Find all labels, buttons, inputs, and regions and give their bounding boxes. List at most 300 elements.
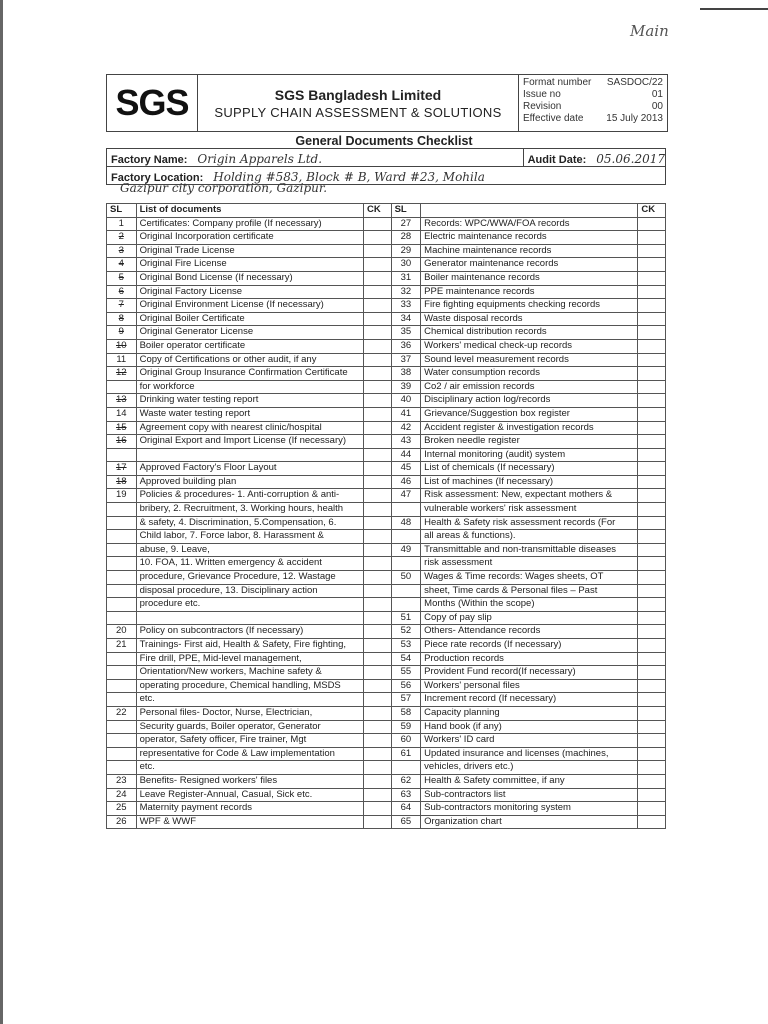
row-check-2: [638, 516, 666, 530]
row-document-2: vehicles, drivers etc.): [421, 761, 638, 775]
row-document-2: Generator maintenance records: [421, 258, 638, 272]
row-check: [364, 271, 392, 285]
row-document-2: PPE maintenance records: [421, 285, 638, 299]
row-check: [364, 394, 392, 408]
row-document: bribery, 2. Recruitment, 3. Working hours, health: [136, 503, 363, 517]
row-sl: 1: [107, 217, 137, 231]
row-sl-2: 43: [391, 435, 421, 449]
table-row: [107, 611, 666, 625]
table-row: [107, 761, 666, 775]
row-sl-2: 52: [391, 625, 421, 639]
row-sl-2: [391, 598, 421, 612]
row-sl: 15: [107, 421, 137, 435]
row-check-2: [638, 421, 666, 435]
table-row: [107, 598, 666, 612]
row-check: [364, 231, 392, 245]
document-title: General Documents Checklist: [295, 134, 473, 148]
row-check: [364, 407, 392, 421]
row-check: [364, 462, 392, 476]
row-document-2: Others- Attendance records: [421, 625, 638, 639]
row-document: [136, 611, 363, 625]
table-row: [107, 503, 666, 517]
meta-label: Revision: [523, 101, 562, 112]
row-sl: 19: [107, 489, 137, 503]
row-sl-2: 34: [391, 312, 421, 326]
table-row: [107, 557, 666, 571]
row-sl: [107, 679, 137, 693]
row-sl: 3: [107, 244, 137, 258]
row-document: Child labor, 7. Force labor, 8. Harassment &: [136, 530, 363, 544]
row-document: Copy of Certifications or other audit, if any: [136, 353, 363, 367]
row-document-2: Disciplinary action log/records: [421, 394, 638, 408]
form-header: [106, 74, 668, 132]
row-sl: 17: [107, 462, 137, 476]
row-document: Original Group Insurance Confirmation Certificate: [136, 367, 363, 381]
row-document: & safety, 4. Discrimination, 5.Compensation, 6.: [136, 516, 363, 530]
row-check-2: [638, 693, 666, 707]
row-check-2: [638, 788, 666, 802]
row-check-2: [638, 802, 666, 816]
company-name: SGS Bangladesh Limited: [274, 86, 442, 103]
row-document-2: List of machines (If necessary): [421, 475, 638, 489]
row-document-2: Co2 / air emission records: [421, 380, 638, 394]
row-document-2: Electric maintenance records: [421, 231, 638, 245]
row-check: [364, 571, 392, 585]
row-check: [364, 774, 392, 788]
row-document-2: all areas & functions).: [421, 530, 638, 544]
table-row: [107, 734, 666, 748]
table-row: [107, 217, 666, 231]
row-sl-2: 30: [391, 258, 421, 272]
row-document: Policies & procedures- 1. Anti-corruption & anti-: [136, 489, 363, 503]
row-document-2: Increment record (If necessary): [421, 693, 638, 707]
row-sl-2: 29: [391, 244, 421, 258]
row-check-2: [638, 217, 666, 231]
table-row: [107, 543, 666, 557]
row-check: [364, 285, 392, 299]
row-check: [364, 802, 392, 816]
row-sl-2: 63: [391, 788, 421, 802]
table-row: [107, 679, 666, 693]
row-document-2: Transmittable and non-transmittable diseases: [421, 543, 638, 557]
row-document: Security guards, Boiler operator, Generator: [136, 720, 363, 734]
row-sl-2: 56: [391, 679, 421, 693]
row-document: Policy on subcontractors (If necessary): [136, 625, 363, 639]
row-check-2: [638, 312, 666, 326]
table-row: [107, 380, 666, 394]
row-check: [364, 312, 392, 326]
table-row: [107, 407, 666, 421]
row-sl-2: 27: [391, 217, 421, 231]
row-document: Original Fire License: [136, 258, 363, 272]
row-check: [364, 258, 392, 272]
row-document: disposal procedure, 13. Disciplinary action: [136, 584, 363, 598]
row-sl: 18: [107, 475, 137, 489]
header-sl: SL: [107, 204, 137, 218]
row-document: Approved building plan: [136, 475, 363, 489]
row-sl: 4: [107, 258, 137, 272]
row-document: Leave Register-Annual, Casual, Sick etc.: [136, 788, 363, 802]
row-document-2: Boiler maintenance records: [421, 271, 638, 285]
row-document-2: Updated insurance and licenses (machines,: [421, 747, 638, 761]
row-check: [364, 679, 392, 693]
row-document-2: Wages & Time records: Wages sheets, OT: [421, 571, 638, 585]
row-check: [364, 557, 392, 571]
row-check-2: [638, 761, 666, 775]
row-document-2: Sub-contractors list: [421, 788, 638, 802]
row-check: [364, 516, 392, 530]
row-document-2: Waste disposal records: [421, 312, 638, 326]
row-document: Orientation/New workers, Machine safety &: [136, 666, 363, 680]
factory-name-value: Origin Apparels Ltd.: [197, 152, 323, 166]
row-check-2: [638, 462, 666, 476]
row-check: [364, 475, 392, 489]
row-document-2: Health & Safety committee, if any: [421, 774, 638, 788]
row-sl-2: 64: [391, 802, 421, 816]
row-sl-2: 50: [391, 571, 421, 585]
row-check-2: [638, 625, 666, 639]
meta-row: [523, 77, 663, 89]
header-titles: [198, 75, 519, 131]
row-sl-2: 41: [391, 407, 421, 421]
row-document: WPF & WWF: [136, 815, 363, 829]
table-row: [107, 639, 666, 653]
table-row: [107, 435, 666, 449]
row-sl-2: 60: [391, 734, 421, 748]
row-sl: 5: [107, 271, 137, 285]
row-document: Agreement copy with nearest clinic/hospital: [136, 421, 363, 435]
row-check-2: [638, 489, 666, 503]
row-sl: 25: [107, 802, 137, 816]
row-check-2: [638, 747, 666, 761]
row-check-2: [638, 503, 666, 517]
row-sl-2: 59: [391, 720, 421, 734]
row-sl: 11: [107, 353, 137, 367]
meta-value: 00: [651, 101, 663, 112]
row-sl-2: [391, 557, 421, 571]
table-row: [107, 258, 666, 272]
row-check: [364, 706, 392, 720]
factory-name-row: [106, 148, 666, 166]
row-document: 10. FOA, 11. Written emergency & accident: [136, 557, 363, 571]
row-check-2: [638, 367, 666, 381]
row-check-2: [638, 774, 666, 788]
table-row: [107, 299, 666, 313]
row-document: Original Generator License: [136, 326, 363, 340]
row-sl-2: 49: [391, 543, 421, 557]
scan-mark: [700, 8, 768, 10]
row-document: representative for Code & Law implementation: [136, 747, 363, 761]
row-sl-2: [391, 503, 421, 517]
row-check-2: [638, 244, 666, 258]
table-row: [107, 244, 666, 258]
row-check-2: [638, 326, 666, 340]
row-sl: [107, 720, 137, 734]
row-document: Maternity payment records: [136, 802, 363, 816]
row-document-2: Hand book (if any): [421, 720, 638, 734]
row-document-2: Sound level measurement records: [421, 353, 638, 367]
row-document: Drinking water testing report: [136, 394, 363, 408]
table-row: [107, 339, 666, 353]
row-check-2: [638, 666, 666, 680]
factory-location-value: Holding #583, Block # B, Ward #23, Mohila: [213, 170, 485, 184]
row-document-2: vulnerable workers' risk assessment: [421, 503, 638, 517]
table-row: [107, 353, 666, 367]
factory-name-label: Factory Name:: [111, 154, 188, 166]
row-document-2: Internal monitoring (audit) system: [421, 448, 638, 462]
header-sl-2: SL: [391, 204, 421, 218]
row-sl-2: [391, 584, 421, 598]
row-sl-2: 65: [391, 815, 421, 829]
row-sl: [107, 652, 137, 666]
audit-date-label: Audit Date:: [527, 154, 587, 166]
table-row: [107, 720, 666, 734]
row-sl: [107, 666, 137, 680]
row-sl-2: 39: [391, 380, 421, 394]
row-check: [364, 244, 392, 258]
header-documents-2: [421, 204, 638, 218]
row-sl-2: 62: [391, 774, 421, 788]
row-sl-2: 31: [391, 271, 421, 285]
table-row: [107, 706, 666, 720]
row-sl: [107, 734, 137, 748]
row-check: [364, 584, 392, 598]
row-sl: [107, 503, 137, 517]
row-check: [364, 448, 392, 462]
row-check-2: [638, 557, 666, 571]
row-sl: [107, 693, 137, 707]
table-row: [107, 231, 666, 245]
row-document: operating procedure, Chemical handling, MSDS: [136, 679, 363, 693]
row-sl-2: 33: [391, 299, 421, 313]
table-row: [107, 516, 666, 530]
row-check-2: [638, 652, 666, 666]
row-document-2: Workers' personal files: [421, 679, 638, 693]
row-sl: 23: [107, 774, 137, 788]
row-check-2: [638, 679, 666, 693]
table-row: [107, 326, 666, 340]
row-check: [364, 503, 392, 517]
document-meta: [519, 75, 667, 131]
row-sl-2: 45: [391, 462, 421, 476]
header-ck: CK: [364, 204, 392, 218]
meta-value: SASDOC/22: [606, 77, 663, 88]
row-document-2: Grievance/Suggestion box register: [421, 407, 638, 421]
audit-date-cell: [523, 149, 665, 166]
row-check: [364, 543, 392, 557]
row-sl: 21: [107, 639, 137, 653]
row-document: etc.: [136, 761, 363, 775]
factory-location-label: Factory Location:: [111, 172, 204, 184]
row-sl-2: 47: [391, 489, 421, 503]
row-check: [364, 666, 392, 680]
table-row: [107, 666, 666, 680]
row-sl-2: 28: [391, 231, 421, 245]
meta-row: [523, 89, 663, 101]
row-check: [364, 530, 392, 544]
table-row: [107, 312, 666, 326]
row-document-2: Workers' ID card: [421, 734, 638, 748]
row-document-2: Records: WPC/WWA/FOA records: [421, 217, 638, 231]
row-sl-2: 51: [391, 611, 421, 625]
row-document: procedure etc.: [136, 598, 363, 612]
row-document: procedure, Grievance Procedure, 12. Wastage: [136, 571, 363, 585]
row-check: [364, 339, 392, 353]
row-sl: 6: [107, 285, 137, 299]
meta-row: [523, 113, 663, 125]
row-document: Fire drill, PPE, Mid-level management,: [136, 652, 363, 666]
row-sl: 16: [107, 435, 137, 449]
row-sl: [107, 557, 137, 571]
row-check-2: [638, 448, 666, 462]
row-sl: [107, 598, 137, 612]
row-document-2: Chemical distribution records: [421, 326, 638, 340]
row-document: for workforce: [136, 380, 363, 394]
row-document: Waste water testing report: [136, 407, 363, 421]
header-ck-2: CK: [638, 204, 666, 218]
table-row: [107, 584, 666, 598]
row-check: [364, 217, 392, 231]
meta-label: Issue no: [523, 89, 561, 100]
row-document: Original Bond License (If necessary): [136, 271, 363, 285]
row-check-2: [638, 611, 666, 625]
row-sl-2: 36: [391, 339, 421, 353]
row-document: Boiler operator certificate: [136, 339, 363, 353]
row-check-2: [638, 271, 666, 285]
row-sl-2: 35: [391, 326, 421, 340]
row-sl-2: 55: [391, 666, 421, 680]
row-document-2: sheet, Time cards & Personal files – Past: [421, 584, 638, 598]
row-document: Original Trade License: [136, 244, 363, 258]
meta-label: Effective date: [523, 113, 584, 124]
row-check: [364, 693, 392, 707]
meta-row: [523, 101, 663, 113]
row-sl: 22: [107, 706, 137, 720]
table-row: [107, 693, 666, 707]
row-sl: [107, 584, 137, 598]
row-sl: [107, 543, 137, 557]
row-sl: [107, 571, 137, 585]
row-document-2: Sub-contractors monitoring system: [421, 802, 638, 816]
row-document-2: Broken needle register: [421, 435, 638, 449]
row-sl-2: 53: [391, 639, 421, 653]
row-check-2: [638, 285, 666, 299]
table-row: [107, 489, 666, 503]
sgs-logo: SGS: [107, 75, 198, 131]
row-check: [364, 747, 392, 761]
row-sl: [107, 448, 137, 462]
row-document: Original Export and Import License (If necessary): [136, 435, 363, 449]
row-document: Approved Factory's Floor Layout: [136, 462, 363, 476]
row-sl: 7: [107, 299, 137, 313]
row-check: [364, 720, 392, 734]
row-check: [364, 435, 392, 449]
header-documents: List of documents: [136, 204, 363, 218]
row-document-2: Organization chart: [421, 815, 638, 829]
row-sl-2: 42: [391, 421, 421, 435]
row-check-2: [638, 543, 666, 557]
row-document-2: Workers' medical check-up records: [421, 339, 638, 353]
row-sl-2: 32: [391, 285, 421, 299]
row-check: [364, 353, 392, 367]
row-check: [364, 489, 392, 503]
page-edge: [0, 0, 3, 1024]
row-document-2: Copy of pay slip: [421, 611, 638, 625]
row-check: [364, 367, 392, 381]
row-sl: [107, 761, 137, 775]
row-check-2: [638, 584, 666, 598]
table-row: [107, 815, 666, 829]
row-sl-2: 48: [391, 516, 421, 530]
row-sl-2: 58: [391, 706, 421, 720]
row-sl-2: 61: [391, 747, 421, 761]
row-check-2: [638, 734, 666, 748]
row-sl-2: 54: [391, 652, 421, 666]
row-sl-2: 57: [391, 693, 421, 707]
row-check-2: [638, 435, 666, 449]
row-document-2: Machine maintenance records: [421, 244, 638, 258]
table-row: [107, 462, 666, 476]
row-sl: 26: [107, 815, 137, 829]
row-check: [364, 815, 392, 829]
row-document-2: risk assessment: [421, 557, 638, 571]
row-document: operator, Safety officer, Fire trainer, Mgt: [136, 734, 363, 748]
row-document-2: Fire fighting equipments checking records: [421, 299, 638, 313]
row-document: Original Incorporation certificate: [136, 231, 363, 245]
factory-location-continued: Gazipur city corporation, Gazipur.: [120, 181, 328, 195]
row-sl-2: 38: [391, 367, 421, 381]
table-row: [107, 285, 666, 299]
row-check: [364, 380, 392, 394]
row-sl: [107, 747, 137, 761]
row-check: [364, 598, 392, 612]
row-sl: 8: [107, 312, 137, 326]
row-sl: 10: [107, 339, 137, 353]
row-document: Personal files- Doctor, Nurse, Electrician,: [136, 706, 363, 720]
row-document-2: Piece rate records (If necessary): [421, 639, 638, 653]
factory-info: [106, 148, 666, 185]
row-sl: 9: [107, 326, 137, 340]
row-check-2: [638, 598, 666, 612]
table-row: [107, 652, 666, 666]
table-header-row: [107, 204, 666, 218]
row-document: Original Boiler Certificate: [136, 312, 363, 326]
table-row: [107, 367, 666, 381]
row-check: [364, 639, 392, 653]
row-check-2: [638, 339, 666, 353]
row-sl: [107, 380, 137, 394]
table-row: [107, 530, 666, 544]
row-sl: 24: [107, 788, 137, 802]
row-document: Certificates: Company profile (If necessary): [136, 217, 363, 231]
row-check-2: [638, 380, 666, 394]
row-sl: 2: [107, 231, 137, 245]
handwritten-note: Main: [630, 22, 669, 40]
meta-label: Format number: [523, 77, 592, 88]
row-check-2: [638, 815, 666, 829]
row-document-2: Health & Safety risk assessment records (For: [421, 516, 638, 530]
table-row: [107, 571, 666, 585]
row-check-2: [638, 258, 666, 272]
row-check-2: [638, 530, 666, 544]
table-row: [107, 394, 666, 408]
row-check-2: [638, 571, 666, 585]
department-name: SUPPLY CHAIN ASSESSMENT & SOLUTIONS: [214, 104, 502, 120]
row-sl: 13: [107, 394, 137, 408]
row-document-2: Accident register & investigation records: [421, 421, 638, 435]
table-row: [107, 802, 666, 816]
row-sl: 20: [107, 625, 137, 639]
